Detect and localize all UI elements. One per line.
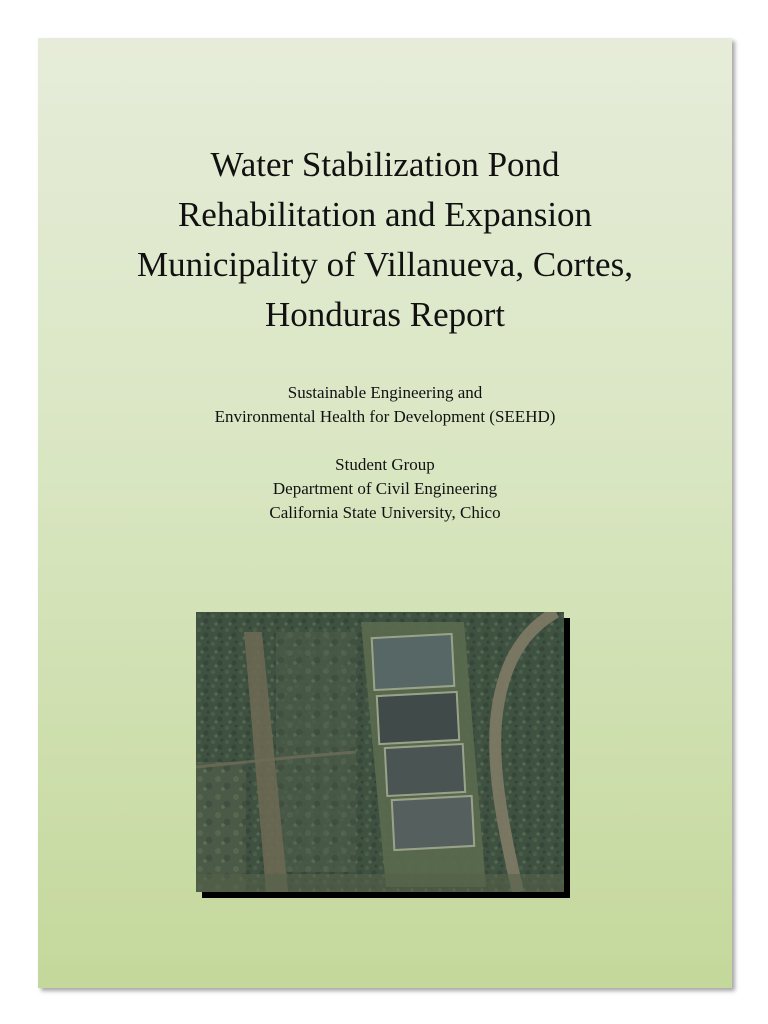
pond-1	[372, 634, 455, 690]
group-line-3: California State University, Chico	[269, 503, 501, 522]
group-line-1: Student Group	[335, 455, 435, 474]
pond-4	[392, 796, 475, 850]
title-line-3: Municipality of Villanueva, Cortes,	[137, 245, 633, 284]
group-line-2: Department of Civil Engineering	[272, 479, 498, 498]
pond-3	[385, 744, 465, 796]
title-line-2: Rehabilitation and Expansion	[177, 195, 593, 234]
report-title	[38, 140, 732, 340]
student-group-info	[38, 453, 732, 525]
organization-name	[38, 381, 732, 429]
title-line-1: Water Stabilization Pond	[210, 145, 560, 184]
aerial-photo-ponds	[196, 612, 564, 892]
organization-line-2: Environmental Health for Development (SEEHD)	[214, 407, 556, 426]
aerial-photo-frame	[196, 612, 564, 892]
photo-field-left	[196, 762, 246, 892]
organization-line-1: Sustainable Engineering and	[287, 383, 483, 402]
report-cover-page	[38, 38, 732, 988]
photo-bottom-edge	[196, 874, 564, 892]
title-line-4: Honduras Report	[264, 295, 506, 334]
pond-2	[377, 692, 459, 744]
